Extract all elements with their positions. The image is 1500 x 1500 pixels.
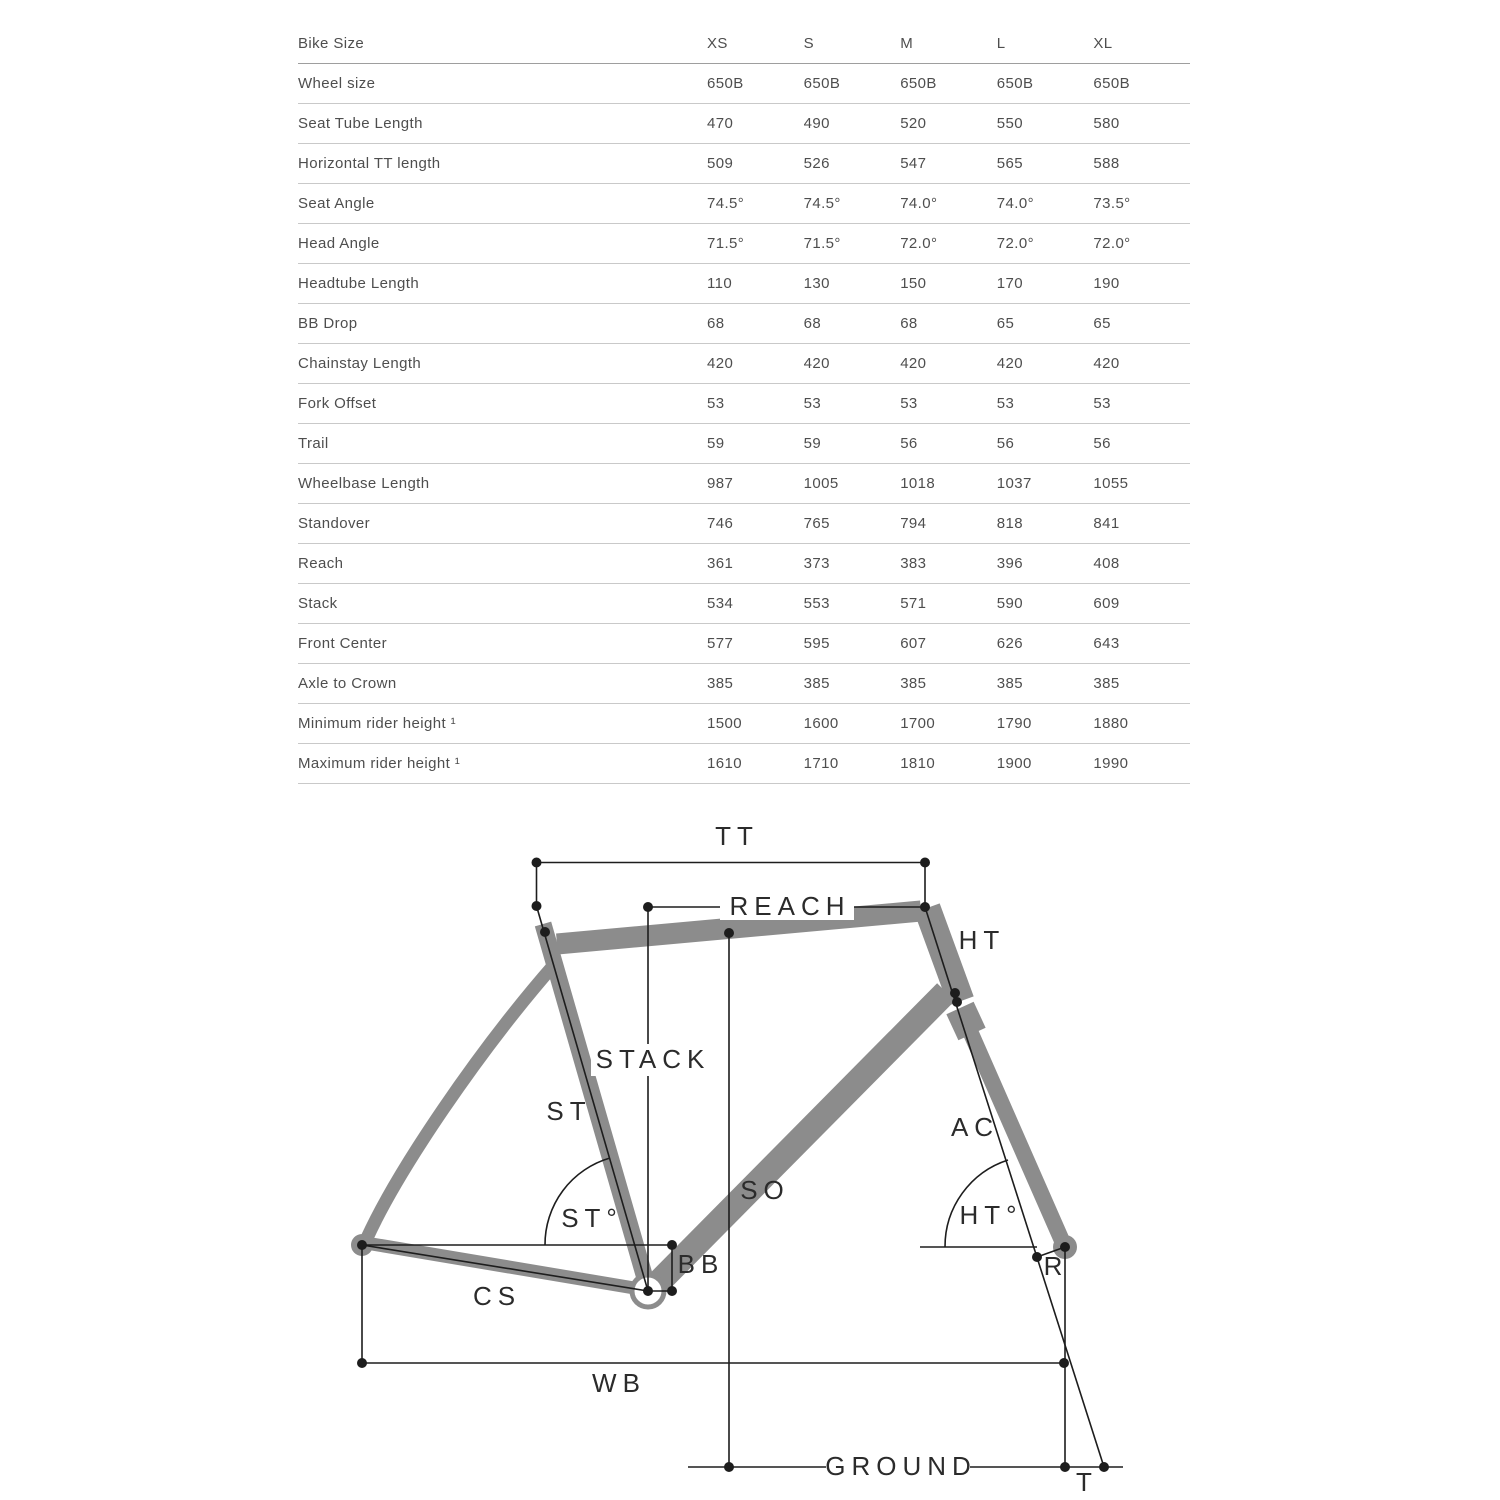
seatstay-tube [367,966,553,1238]
reach-label: REACH [729,891,851,921]
row-label: Head Angle [298,235,380,252]
column-header-s: S [803,35,814,52]
cell-xs: 53 [707,395,725,412]
cell-xl: 53 [1093,395,1111,412]
cell-xl: 609 [1093,595,1120,612]
standover-top-dot [724,928,734,938]
cell-s: 1710 [803,755,839,772]
bb-drop-top-dot [667,1240,677,1250]
cell-s: 71.5° [803,235,841,252]
geometry-table [298,24,1190,784]
cell-xs: 110 [707,275,733,292]
row-label: Horizontal TT length [298,155,441,172]
cell-xs: 509 [707,155,734,172]
row-label: Trail [298,435,329,452]
row-label: Reach [298,555,344,572]
cell-l: 170 [996,275,1024,292]
st-label: ST [546,1096,592,1126]
table-row [298,584,1190,624]
standover-ground-dot [724,1462,734,1472]
head-tube-top-dot [920,902,930,912]
cell-l: 1900 [996,755,1032,772]
cell-xl: 56 [1093,435,1111,452]
cell-s: 373 [803,555,830,572]
cell-s: 1005 [803,475,839,492]
cell-l: 650B [996,75,1034,92]
cell-s: 595 [803,635,830,652]
table-row [298,624,1190,664]
wb-label: WB [592,1368,646,1398]
ground-label: GROUND [825,1451,977,1481]
cell-xl: 588 [1093,155,1120,172]
bb-label: BB [677,1249,725,1279]
tt-right-dot [920,858,930,868]
cell-xl: 1990 [1093,755,1129,772]
cell-l: 385 [996,675,1024,692]
cell-s: 385 [803,675,830,692]
cell-l: 396 [996,555,1024,572]
cell-xs: 385 [707,675,734,692]
cell-xs: 987 [707,475,734,492]
cell-s: 53 [803,395,822,412]
column-header-m: M [900,35,914,52]
row-label: Seat Angle [298,195,375,212]
row-label: BB Drop [298,315,358,332]
row-label: Standover [298,515,370,532]
table-row [298,64,1190,104]
cell-m: 420 [900,355,927,372]
wheelbase-right-dot [1059,1358,1069,1368]
cell-s: 130 [803,275,830,292]
cell-s: 1600 [803,715,839,732]
cell-xs: 361 [707,555,734,572]
table-body [298,64,1190,784]
front-ground-dot [1060,1462,1070,1472]
row-label: Axle to Crown [298,675,397,692]
row-label: Minimum rider height ¹ [298,715,457,732]
cell-m: 1018 [900,475,936,492]
table-row [298,704,1190,744]
cell-m: 607 [900,635,927,652]
cell-l: 72.0° [996,235,1034,252]
row-label: Stack [298,595,338,612]
table-row [298,104,1190,144]
cell-s: 650B [803,75,841,92]
cell-m: 1700 [900,715,936,732]
table-row [298,344,1190,384]
wheelbase-left-dot [357,1358,367,1368]
tt-label: TT [715,821,759,851]
frame-geometry-diagram [0,800,1500,1500]
cell-xl: 65 [1093,315,1111,332]
cell-s: 526 [803,155,830,172]
table-row [298,224,1190,264]
cell-xl: 385 [1093,675,1120,692]
cell-l: 550 [996,115,1024,132]
steering-axis-ground-dot [1099,1462,1109,1472]
cell-xl: 1880 [1093,715,1129,732]
table-row [298,504,1190,544]
cell-l: 1037 [996,475,1032,492]
table-row [298,384,1190,424]
head-tube-bottom-dot [950,988,960,998]
table-header-row [298,24,1190,64]
cell-xs: 68 [707,315,725,332]
cell-xs: 650B [707,75,744,92]
st-angle-label: ST° [561,1203,623,1233]
cell-xs: 1610 [707,755,742,772]
ht-label: HT [958,925,1006,955]
cell-xs: 59 [707,435,725,452]
down-tube [655,992,946,1286]
cell-l: 590 [996,595,1024,612]
cell-m: 72.0° [900,235,938,252]
row-label: Wheelbase Length [298,475,430,492]
reach-left-dot [643,902,653,912]
cell-xl: 73.5° [1093,195,1131,212]
seatpost-top-dot [540,927,550,937]
row-label: Headtube Length [298,275,420,292]
cell-l: 1790 [996,715,1032,732]
cell-m: 650B [900,75,937,92]
row-label: Front Center [298,635,387,652]
so-label: SO [740,1175,790,1205]
cell-l: 565 [996,155,1024,172]
bb-drop-bottom-dot [667,1286,677,1296]
cell-l: 626 [996,635,1024,652]
cell-s: 553 [803,595,830,612]
cell-l: 74.0° [996,195,1034,212]
table-row [298,304,1190,344]
column-header-xl: XL [1093,35,1113,52]
cell-s: 74.5° [803,195,841,212]
cell-l: 420 [996,355,1024,372]
cell-xl: 841 [1093,515,1120,532]
table-row [298,144,1190,184]
cell-xl: 420 [1093,355,1120,372]
cell-s: 765 [803,515,830,532]
cell-m: 56 [900,435,918,452]
cell-xl: 650B [1093,75,1131,92]
ht-angle-label: HT° [959,1200,1023,1230]
cell-l: 65 [996,315,1015,332]
table-header-label: Bike Size [298,35,365,52]
dimension-lines [362,863,1123,1468]
row-label: Wheel size [298,75,376,92]
table-row [298,424,1190,464]
tt-left-dot [532,858,542,868]
table-row [298,664,1190,704]
cell-m: 520 [900,115,927,132]
cell-m: 1810 [900,755,936,772]
cell-xs: 1500 [707,715,742,732]
row-label: Maximum rider height ¹ [298,755,461,772]
cell-l: 818 [996,515,1024,532]
cell-xl: 408 [1093,555,1120,572]
cell-xs: 74.5° [707,195,745,212]
fork-crown-dot [952,997,962,1007]
head-tube [927,908,961,1001]
rake-axis-dot [1032,1252,1042,1262]
cell-m: 150 [900,275,927,292]
table-row [298,184,1190,224]
cell-m: 547 [900,155,927,172]
table-row [298,544,1190,584]
column-header-xs: XS [707,35,728,52]
cell-s: 490 [803,115,830,132]
cell-xl: 1055 [1093,475,1129,492]
cell-xs: 71.5° [707,235,745,252]
cell-l: 53 [996,395,1015,412]
row-label: Seat Tube Length [298,115,423,132]
cell-xs: 534 [707,595,734,612]
cell-xl: 643 [1093,635,1120,652]
cell-s: 68 [803,315,822,332]
cell-xs: 420 [707,355,734,372]
cell-xl: 190 [1093,275,1120,292]
cell-s: 59 [803,435,822,452]
cell-m: 571 [900,595,927,612]
cell-l: 56 [996,435,1015,452]
cell-m: 385 [900,675,927,692]
ac-label: AC [950,1112,1000,1142]
cell-s: 420 [803,355,830,372]
column-header-l: L [996,35,1006,52]
cs-label: CS [472,1281,522,1311]
cell-xl: 580 [1093,115,1120,132]
table-row [298,264,1190,304]
table-row [298,464,1190,504]
cell-m: 74.0° [900,195,938,212]
bb-center-dot [643,1286,653,1296]
row-label: Fork Offset [298,395,377,412]
table-row [298,744,1190,784]
cell-m: 794 [900,515,927,532]
t-label: T [1076,1467,1098,1497]
cell-m: 383 [900,555,927,572]
cell-xs: 746 [707,515,734,532]
cell-xs: 577 [707,635,734,652]
cell-xs: 470 [707,115,734,132]
rear-axle-dot [357,1240,367,1250]
r-label: R [1043,1251,1069,1281]
cell-xl: 72.0° [1093,235,1131,252]
row-label: Chainstay Length [298,355,422,372]
cell-m: 68 [900,315,918,332]
stack-label: STACK [595,1044,711,1074]
seat-axis-top-dot [532,901,542,911]
cell-m: 53 [900,395,918,412]
